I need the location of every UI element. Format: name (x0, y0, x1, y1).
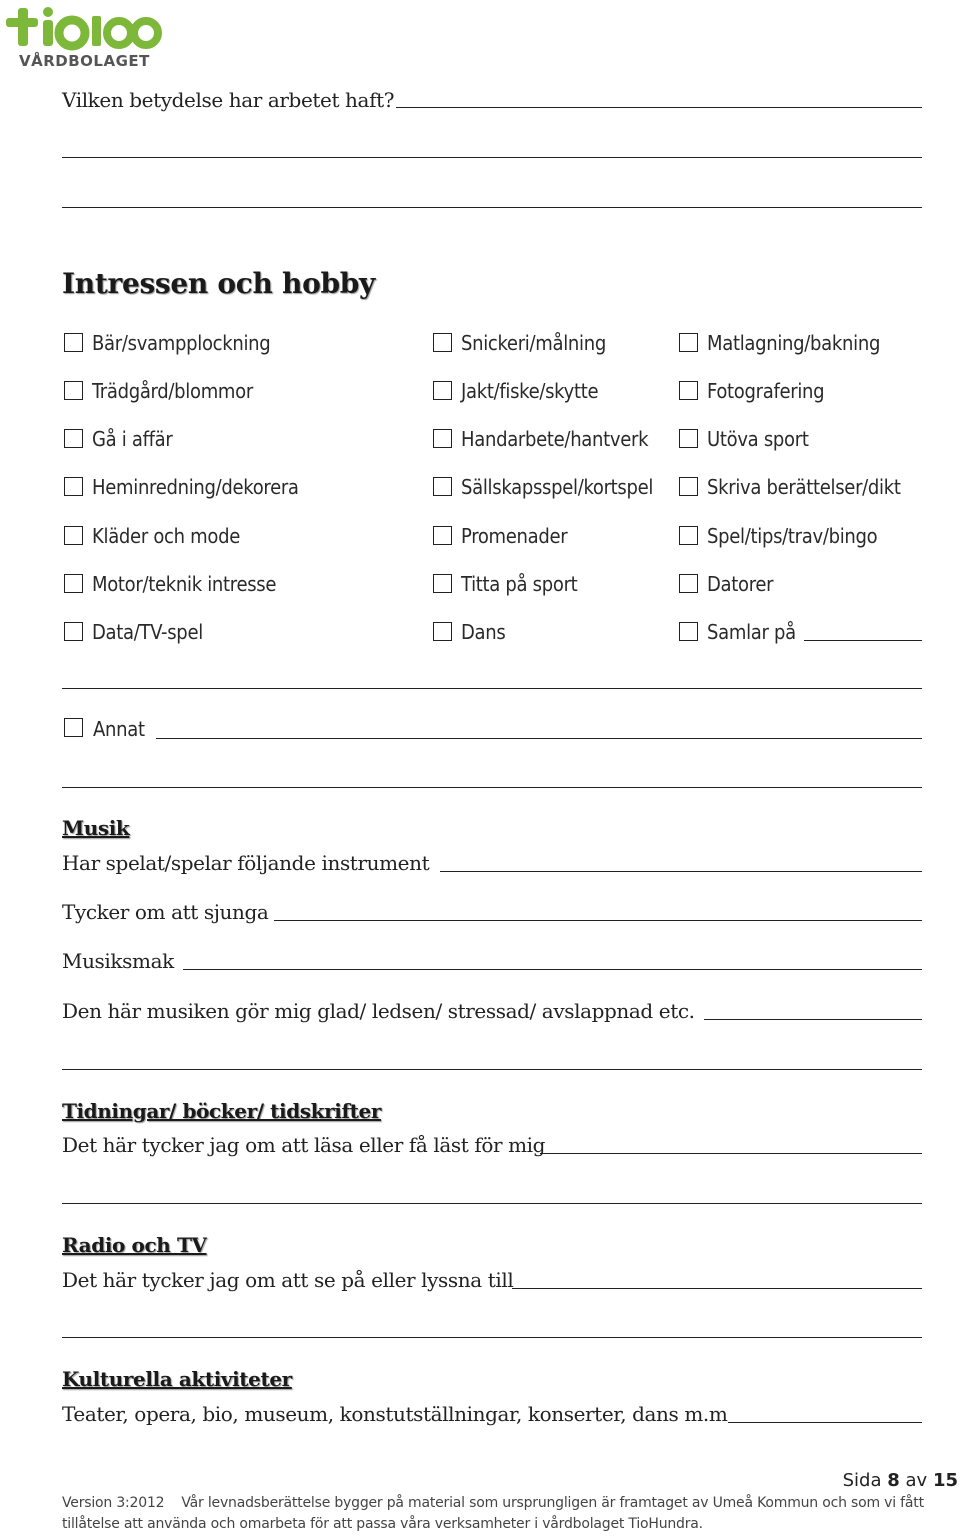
work-answer-line-3[interactable] (62, 207, 922, 208)
reading-answer-line-2[interactable] (62, 1203, 922, 1204)
interest-checkbox[interactable] (64, 381, 83, 400)
radio-heading: Radio och TV (62, 1233, 207, 1257)
interest-checkbox[interactable] (679, 333, 698, 352)
reading-prompt: Det här tycker jag om att läsa eller få läst för mig (62, 1133, 546, 1157)
reading-heading: Tidningar/ böcker/ tidskrifter (62, 1099, 381, 1123)
music-mood-label: Den här musiken gör mig glad/ ledsen/ stressad/ avslappnad etc. (62, 999, 695, 1023)
radio-answer-line-2[interactable] (62, 1337, 922, 1338)
footer-line-2: tillåtelse att använda och omarbeta för att passa våra verksamheter i vårdbolaget TioHundra. (62, 1516, 703, 1532)
music-sing-label: Tycker om att sjunga (62, 900, 269, 924)
work-answer-line-2[interactable] (62, 157, 922, 158)
interest-checkbox[interactable] (679, 526, 698, 545)
interests-extra-line[interactable] (62, 688, 922, 689)
interest-label: Matlagning/bakning (707, 331, 881, 355)
other-label: Annat (93, 717, 145, 741)
interest-checkbox[interactable] (433, 574, 452, 593)
interest-label: Trädgård/blommor (92, 379, 253, 403)
interest-checkbox[interactable] (64, 477, 83, 496)
interest-label: Snickeri/målning (461, 331, 606, 355)
interests-heading: Intressen och hobby (62, 267, 375, 300)
interest-checkbox[interactable] (679, 429, 698, 448)
logo-subtext: VÅRDBOLAGET (19, 52, 150, 70)
interest-checkbox[interactable] (679, 574, 698, 593)
interest-label: Titta på sport (461, 572, 578, 596)
other-answer-line[interactable] (156, 738, 922, 739)
interest-checkbox[interactable] (679, 477, 698, 496)
interest-label: Jakt/fiske/skytte (461, 379, 599, 403)
interest-label: Sällskapsspel/kortspel (461, 475, 654, 499)
interest-checkbox[interactable] (64, 622, 83, 641)
music-instrument-line[interactable] (440, 871, 922, 872)
interest-label: Datorer (707, 572, 774, 596)
interest-label: Motor/teknik intresse (92, 572, 277, 596)
interest-checkbox[interactable] (64, 574, 83, 593)
interest-label: Promenader (461, 524, 568, 548)
interest-label: Skriva berättelser/dikt (707, 475, 901, 499)
interest-label: Heminredning/dekorera (92, 475, 299, 499)
music-heading: Musik (62, 816, 130, 840)
interest-checkbox[interactable] (433, 526, 452, 545)
music-taste-label: Musiksmak (62, 949, 174, 973)
interest-label: Spel/tips/trav/bingo (707, 524, 878, 548)
page-current: 8 (887, 1470, 900, 1491)
interest-checkbox[interactable] (679, 381, 698, 400)
interest-label: Data/TV-spel (92, 620, 203, 644)
culture-answer-line[interactable] (728, 1422, 922, 1423)
work-question: Vilken betydelse har arbetet haft? (62, 88, 395, 112)
interest-label: Samlar på (707, 620, 796, 644)
page-number (843, 1470, 958, 1491)
interest-checkbox[interactable] (433, 429, 452, 448)
music-instrument-label: Har spelat/spelar följande instrument (62, 851, 430, 875)
radio-answer-line[interactable] (512, 1288, 922, 1289)
music-sing-line[interactable] (274, 920, 922, 921)
interest-checkbox[interactable] (64, 333, 83, 352)
page-mid: av (905, 1470, 928, 1491)
page-total: 15 (932, 1470, 958, 1491)
interest-checkbox[interactable] (433, 333, 452, 352)
work-answer-line-1[interactable] (396, 107, 922, 108)
interest-label: Utöva sport (707, 427, 809, 451)
interest-checkbox[interactable] (679, 622, 698, 641)
interest-label: Kläder och mode (92, 524, 240, 548)
logo-mark (4, 4, 164, 52)
radio-prompt: Det här tycker jag om att se på eller lyssna till (62, 1268, 514, 1292)
interest-label: Gå i affär (92, 427, 173, 451)
other-checkbox[interactable] (64, 718, 83, 737)
culture-heading: Kulturella aktiviteter (62, 1367, 292, 1391)
collects-answer-line[interactable] (804, 640, 922, 641)
interest-label: Bär/svampplockning (92, 331, 271, 355)
music-mood-line-2[interactable] (62, 1069, 922, 1070)
interest-label: Handarbete/hantverk (461, 427, 649, 451)
footer-line-1: Version 3:2012 Vår levnadsberättelse bygger på material som ursprungligen är framtaget av Umeå Kommun och som vi fått (62, 1495, 924, 1511)
logo (4, 4, 164, 74)
interest-checkbox[interactable] (64, 526, 83, 545)
music-mood-line[interactable] (704, 1019, 922, 1020)
interest-checkbox[interactable] (433, 477, 452, 496)
interest-label: Dans (461, 620, 506, 644)
culture-prompt: Teater, opera, bio, museum, konstutställningar, konserter, dans m.m (62, 1402, 728, 1426)
interest-checkbox[interactable] (433, 622, 452, 641)
music-taste-line[interactable] (183, 969, 922, 970)
interest-checkbox[interactable] (64, 429, 83, 448)
page-prefix: Sida (842, 1470, 882, 1491)
reading-answer-line[interactable] (540, 1153, 922, 1154)
interest-label: Fotografering (707, 379, 825, 403)
interest-checkbox[interactable] (433, 381, 452, 400)
other-answer-line-2[interactable] (62, 787, 922, 788)
